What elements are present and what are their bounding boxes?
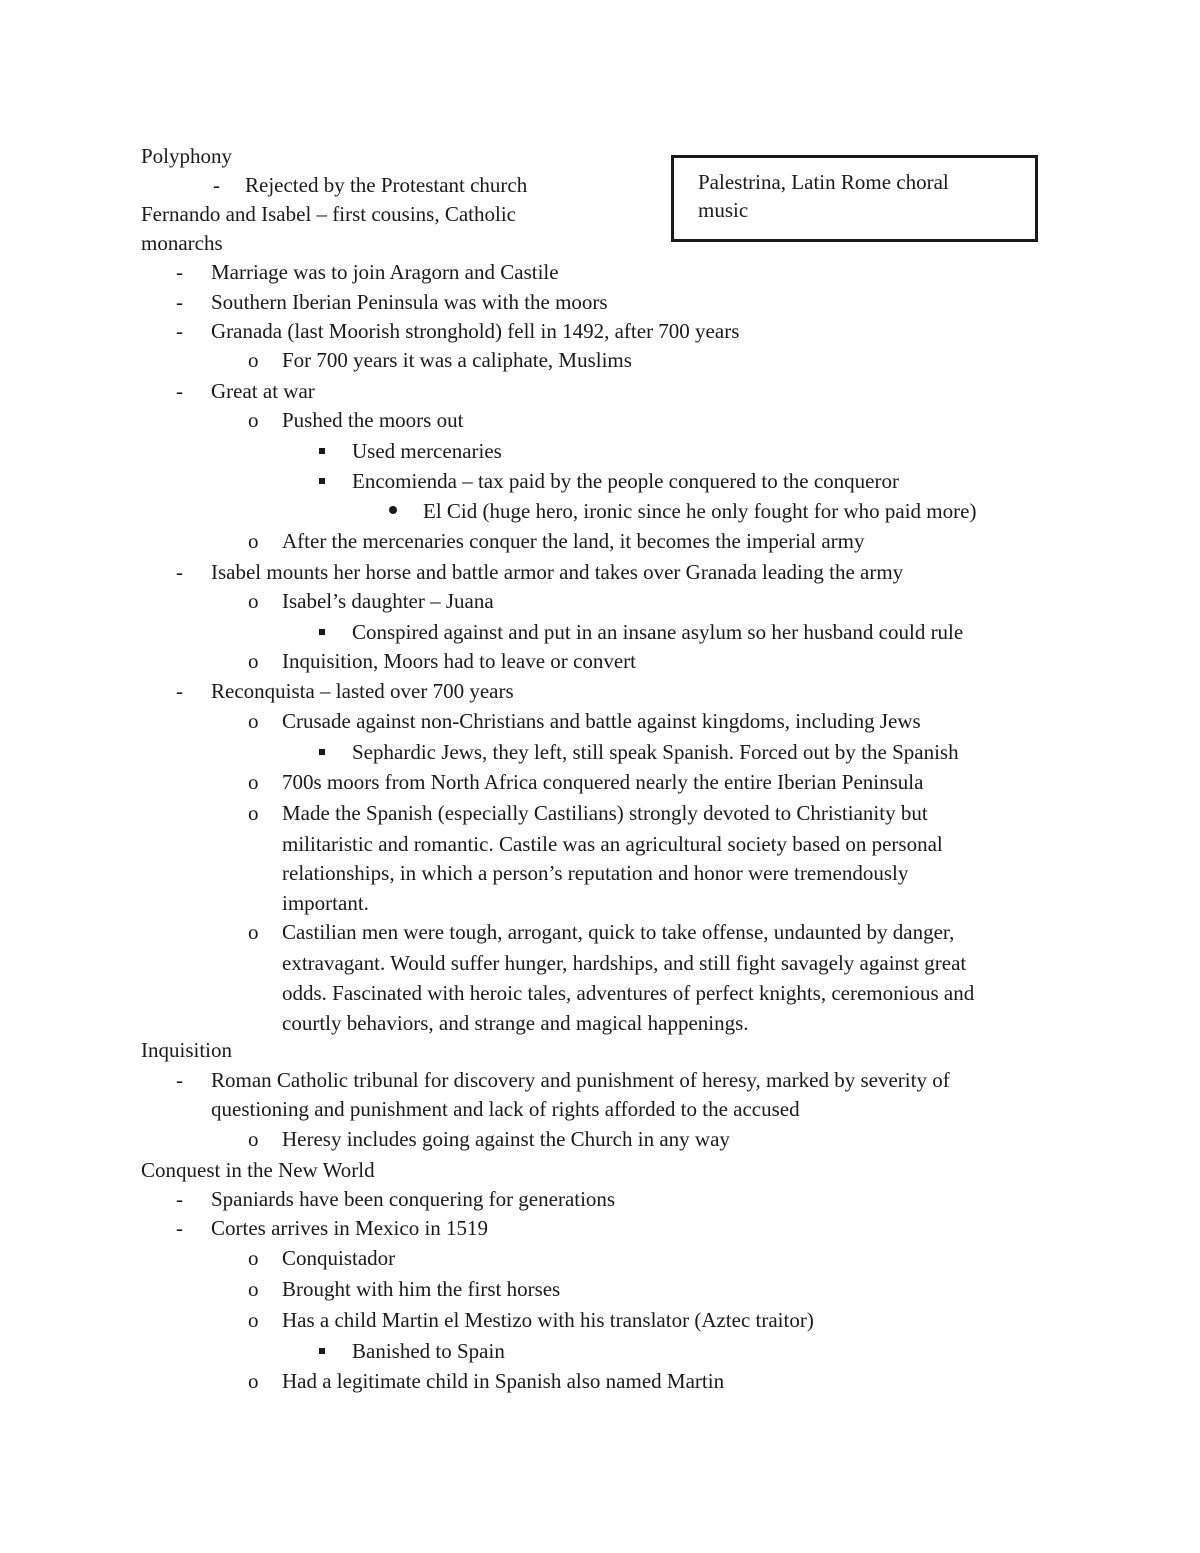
list-item: Conspired against and put in an insane asylum so her husband could rule bbox=[352, 620, 964, 644]
circle-bullet: o bbox=[248, 1246, 259, 1270]
list-item: Brought with him the first horses bbox=[282, 1277, 561, 1301]
list-item: Spaniards have been conquering for generations bbox=[211, 1187, 616, 1211]
list-item: Had a legitimate child in Spanish also named Martin bbox=[282, 1369, 725, 1393]
round-bullet bbox=[389, 506, 397, 514]
list-item: 700s moors from North Africa conquered nearly the entire Iberian Peninsula bbox=[282, 770, 924, 794]
list-item: Rejected by the Protestant church bbox=[245, 173, 528, 197]
circle-bullet: o bbox=[248, 348, 259, 372]
heading-continuation: monarchs bbox=[141, 231, 223, 255]
square-bullet bbox=[319, 1348, 325, 1354]
dash-bullet: - bbox=[176, 1068, 183, 1092]
square-bullet bbox=[319, 749, 325, 755]
list-item: Encomienda – tax paid by the people conquered to the conqueror bbox=[352, 469, 899, 493]
list-item: Great at war bbox=[211, 379, 315, 403]
dash-bullet: - bbox=[176, 1187, 183, 1211]
dash-bullet: - bbox=[176, 679, 183, 703]
list-item-continuation: odds. Fascinated with heroic tales, adventures of perfect knights, ceremonious and bbox=[282, 981, 975, 1005]
list-item: Conquistador bbox=[282, 1246, 396, 1270]
circle-bullet: o bbox=[248, 709, 259, 733]
list-item: Isabel mounts her horse and battle armor and takes over Granada leading the army bbox=[211, 560, 904, 584]
callout-line: Palestrina, Latin Rome choral bbox=[698, 170, 949, 194]
heading-inquisition: Inquisition bbox=[141, 1038, 233, 1062]
circle-bullet: o bbox=[248, 770, 259, 794]
circle-bullet: o bbox=[248, 649, 259, 673]
circle-bullet: o bbox=[248, 408, 259, 432]
dash-bullet: - bbox=[176, 260, 183, 284]
callout-line: music bbox=[698, 198, 749, 222]
list-item: Banished to Spain bbox=[352, 1339, 505, 1363]
circle-bullet: o bbox=[248, 1127, 259, 1151]
list-item: Has a child Martin el Mestizo with his translator (Aztec traitor) bbox=[282, 1308, 814, 1332]
list-item: Reconquista – lasted over 700 years bbox=[211, 679, 514, 703]
heading-fernando-isabel: Fernando and Isabel – first cousins, Catholic bbox=[141, 202, 517, 226]
dash-bullet: - bbox=[176, 1216, 183, 1240]
list-item-continuation: important. bbox=[282, 891, 369, 915]
list-item: For 700 years it was a caliphate, Muslims bbox=[282, 348, 632, 372]
list-item: Southern Iberian Peninsula was with the moors bbox=[211, 290, 608, 314]
list-item: Heresy includes going against the Church in any way bbox=[282, 1127, 730, 1151]
list-item: El Cid (huge hero, ironic since he only fought for who paid more) bbox=[423, 499, 977, 523]
list-item: Roman Catholic tribunal for discovery and punishment of heresy, marked by severity of bbox=[211, 1068, 950, 1092]
list-item-continuation: questioning and punishment and lack of rights afforded to the accused bbox=[211, 1097, 800, 1121]
list-item: Pushed the moors out bbox=[282, 408, 464, 432]
list-item: Cortes arrives in Mexico in 1519 bbox=[211, 1216, 489, 1240]
list-item-continuation: extravagant. Would suffer hunger, hardships, and still fight savagely against great bbox=[282, 951, 967, 975]
list-item: Marriage was to join Aragorn and Castile bbox=[211, 260, 559, 284]
list-item: Used mercenaries bbox=[352, 439, 502, 463]
circle-bullet: o bbox=[248, 529, 259, 553]
heading-polyphony: Polyphony bbox=[141, 144, 233, 168]
circle-bullet: o bbox=[248, 801, 259, 825]
circle-bullet: o bbox=[248, 1308, 259, 1332]
list-item: Made the Spanish (especially Castilians) strongly devoted to Christianity but bbox=[282, 801, 928, 825]
dash-bullet: - bbox=[176, 319, 183, 343]
dash-bullet: - bbox=[176, 560, 183, 584]
square-bullet bbox=[319, 629, 325, 635]
list-item-continuation: relationships, in which a person’s reputation and honor were tremendously bbox=[282, 861, 909, 885]
circle-bullet: o bbox=[248, 1369, 259, 1393]
heading-conquest: Conquest in the New World bbox=[141, 1158, 375, 1182]
dash-bullet: - bbox=[176, 379, 183, 403]
list-item: Isabel’s daughter – Juana bbox=[282, 589, 494, 613]
callout-box bbox=[671, 155, 1038, 242]
circle-bullet: o bbox=[248, 920, 259, 944]
list-item: After the mercenaries conquer the land, it becomes the imperial army bbox=[282, 529, 865, 553]
dash-bullet: - bbox=[213, 173, 220, 197]
list-item: Sephardic Jews, they left, still speak Spanish. Forced out by the Spanish bbox=[352, 740, 959, 764]
circle-bullet: o bbox=[248, 1277, 259, 1301]
list-item: Crusade against non-Christians and battle against kingdoms, including Jews bbox=[282, 709, 921, 733]
list-item: Granada (last Moorish stronghold) fell in 1492, after 700 years bbox=[211, 319, 740, 343]
list-item-continuation: militaristic and romantic. Castile was an agricultural society based on personal bbox=[282, 832, 943, 856]
list-item: Inquisition, Moors had to leave or convert bbox=[282, 649, 637, 673]
list-item: Castilian men were tough, arrogant, quick to take offense, undaunted by danger, bbox=[282, 920, 955, 944]
circle-bullet: o bbox=[248, 589, 259, 613]
list-item-continuation: courtly behaviors, and strange and magical happenings. bbox=[282, 1011, 749, 1035]
square-bullet bbox=[319, 478, 325, 484]
square-bullet bbox=[319, 448, 325, 454]
dash-bullet: - bbox=[176, 290, 183, 314]
